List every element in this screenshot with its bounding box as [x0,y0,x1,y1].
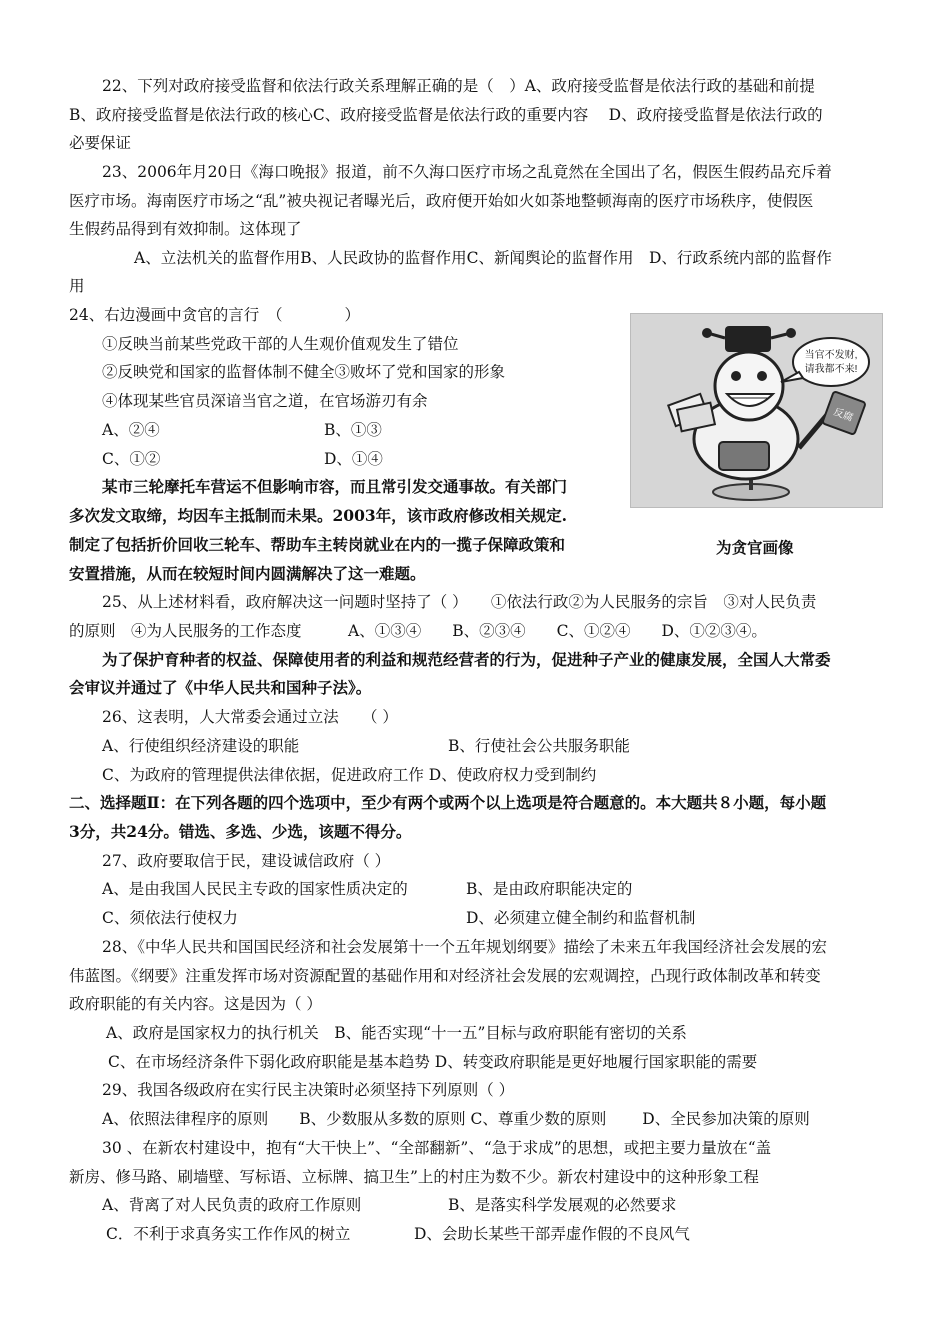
q26-option-b: B、行使社会公共服务职能 [448,737,630,755]
q29-stem: 29、我国各级政府在实行民主决策时必须坚持下列原则（ ） [102,1081,515,1099]
q30-option-b: B、是落实科学发展观的必然要求 [448,1196,677,1214]
q24-stem: 24、右边漫画中贪官的言行 （ ） [69,306,360,324]
speech-bubble-line2: 请我都不来! [804,364,858,375]
q27-option-a: A、是由我国人民民主专政的国家性质决定的 [102,880,408,898]
q27-stem: 27、政府要取信于民，建设诚信政府（ ） [102,852,391,870]
q24-item-1: ①反映当前某些党政干部的人生观价值观发生了错位 [102,335,459,353]
q28-stem-line2: 伟蓝图。《纲要》注重发挥市场对资源配置的基础作用和对经济社会发展的宏观调控，凸现行政体制改革和转变 [69,967,821,985]
q25-stem: 25、从上述材料看，政府解决这一问题时坚持了（ ） ①依法行政②为人民服务的宗旨 ③对人民负责 [102,593,817,611]
q28-stem: 28、《中华人民共和国国民经济和社会发展第十一个五年规划纲要》描绘了未来五年我国经济社会发展的宏 [102,938,827,956]
q23-options: A、立法机关的监督作用B、人民政协的监督作用C、新闻舆论的监督作用 D、行政系统内部的监督作 [134,249,832,267]
q27-option-d: D、必须建立健全制约和监督机制 [466,909,696,927]
q26-stem: 26、这表明，人大常委会通过立法 （ ） [102,708,398,726]
section-2-heading-cont: 3分，共24分。错选、多选、少选，该题不得分。 [69,822,412,841]
q26-options-cd: C、为政府的管理提供法律依据，促进政府工作 D、使政府权力受到制约 [102,766,597,784]
anti-corruption-sign-text: 反腐 [831,406,855,424]
q30-option-a: A、背离了对人民负责的政府工作原则 [102,1196,362,1214]
q24-option-b: B、①③ [324,421,382,439]
material-2-line1: 为了保护育种者的权益、保障使用者的利益和规范经营者的行为，促进种子产业的健康发展，全国人大常委 [102,650,831,669]
q28-stem-line3: 政府职能的有关内容。这是因为（ ） [69,995,322,1013]
q30-stem: 30 、在新农村建设中，抱有“大干快上”、“全部翻新”、“急于求成”的思想，或把主要力量放在“盖 [102,1139,772,1157]
q25-options: 的原则 ④为人民服务的工作态度 A、①③④ B、②③④ C、①②④ D、①②③④。 [69,622,767,640]
q30-option-d: D、会助长某些干部弄虚作假的不良风气 [414,1225,690,1243]
q23-options-cont: 用 [69,277,85,295]
corrupt-official-cartoon [630,313,883,508]
q24-option-d: D、①④ [324,450,383,468]
material-1-line2: 多次发文取缔，均因车主抵制而未果。2003年，该市政府修改相关规定. [69,506,568,525]
q23-stem-line3: 生假药品得到有效抑制。这体现了 [69,220,302,238]
q22-options: B、政府接受监督是依法行政的核心C、政府接受监督是依法行政的重要内容 D、政府接受监督是依法行政的 [69,106,823,124]
q24-option-c: C、①② [102,450,161,468]
material-2-line2: 会审议并通过了《中华人民共和国种子法》。 [69,678,372,697]
material-1-line1: 某市三轮摩托车营运不但影响市容，而且常引发交通事故。有关部门 [102,477,568,496]
material-1-line4: 安置措施，从而在较短时间内圆满解决了这一难题。 [69,564,426,583]
q24-item-4: ④体现某些官员深谙当官之道，在官场游刃有余 [102,392,428,410]
q29-options: A、依照法律程序的原则 B、少数服从多数的原则 C、尊重少数的原则 D、全民参加决策的原则 [102,1110,810,1128]
q28-options-cd: C、在市场经济条件下弱化政府职能是基本趋势 D、转变政府职能是更好地履行国家职能的需要 [108,1053,758,1071]
cartoon-caption: 为贪官画像 [716,538,794,557]
q28-options-ab: A、政府是国家权力的执行机关 B、能否实现“十一五”目标与政府职能有密切的关系 [106,1024,687,1042]
q24-option-a: A、②④ [102,421,160,439]
q24-item-2-3: ②反映党和国家的监督体制不健全③败坏了党和国家的形象 [102,363,506,381]
q22-options-cont: 必要保证 [69,134,132,152]
q30-option-c: C．不利于求真务实工作作风的树立 [106,1225,351,1243]
section-2-heading: 二、选择题Ⅱ：在下列各题的四个选项中，至少有两个或两个以上选项是符合题意的。本大题共８小题，每小题 [69,793,827,812]
q27-option-b: B、是由政府职能决定的 [466,880,633,898]
q23-stem-line2: 医疗市场。海南医疗市场之“乱”被央视记者曝光后，政府便开始如火如荼地整顿海南的医疗市场秩序，使假医 [69,192,814,210]
cartoon-drawing [631,314,882,507]
material-1-line3: 制定了包括折价回收三轮车、帮助车主转岗就业在内的一揽子保障政策和 [69,535,566,554]
q26-option-a: A、行使组织经济建设的职能 [102,737,300,755]
q22-stem: 22、下列对政府接受监督和依法行政关系理解正确的是（ ）A、政府接受监督是依法行政的基础和前提 [102,77,815,95]
q27-option-c: C、须依法行使权力 [102,909,238,927]
speech-bubble-line1: 当官不发财, [804,350,858,361]
q30-stem-line2: 新房、修马路、刷墙壁、写标语、立标牌、搞卫生”上的村庄为数不少。新农村建设中的这种形象工程 [69,1168,759,1186]
q23-stem: 23、2006年月20日《海口晚报》报道，前不久海口医疗市场之乱竟然在全国出了名，假医生假药品充斥着 [102,163,832,181]
